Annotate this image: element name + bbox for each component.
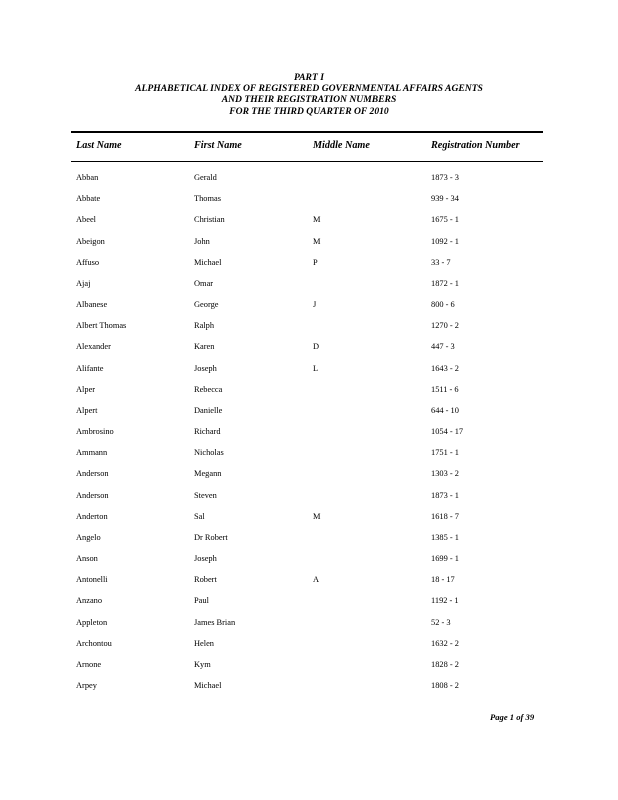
header-top-rule <box>71 131 543 133</box>
cell-first-name: Robert <box>194 575 217 585</box>
cell-last-name: Anderson <box>76 469 109 479</box>
table-row <box>0 341 618 362</box>
table-row <box>0 299 618 320</box>
header-last-name: Last Name <box>76 140 122 151</box>
cell-first-name: Michael <box>194 257 222 267</box>
table-row <box>0 384 618 405</box>
cell-middle-name: M <box>313 511 321 521</box>
table-row <box>0 363 618 384</box>
cell-first-name: Paul <box>194 596 209 606</box>
cell-last-name: Arnone <box>76 659 102 669</box>
cell-registration-number: 52 - 3 <box>431 617 451 627</box>
cell-registration-number: 1618 - 7 <box>431 511 459 521</box>
cell-first-name: Omar <box>194 278 214 288</box>
table-header <box>0 140 618 154</box>
cell-registration-number: 1385 - 1 <box>431 532 459 542</box>
cell-registration-number: 1632 - 2 <box>431 638 459 648</box>
table-row <box>0 257 618 278</box>
cell-first-name: Steven <box>194 490 217 500</box>
table-row <box>0 617 618 638</box>
cell-last-name: Abeigon <box>76 236 105 246</box>
table-body <box>0 172 618 701</box>
header-registration-number: Registration Number <box>431 140 520 151</box>
cell-first-name: Sal <box>194 511 205 521</box>
cell-first-name: Rebecca <box>194 384 223 394</box>
cell-last-name: Anderton <box>76 511 108 521</box>
cell-first-name: Richard <box>194 427 221 437</box>
cell-last-name: Abeel <box>76 215 96 225</box>
cell-last-name: Archontou <box>76 638 112 648</box>
cell-registration-number: 1675 - 1 <box>431 215 459 225</box>
table-row <box>0 172 618 193</box>
cell-first-name: Michael <box>194 681 222 691</box>
cell-registration-number: 1511 - 6 <box>431 384 459 394</box>
table-row <box>0 447 618 468</box>
cell-middle-name: D <box>313 342 320 352</box>
cell-last-name: Anzano <box>76 596 103 606</box>
table-row <box>0 278 618 299</box>
cell-first-name: Megann <box>194 469 222 479</box>
cell-registration-number: 1873 - 1 <box>431 490 459 500</box>
table-row <box>0 490 618 511</box>
cell-registration-number: 1751 - 1 <box>431 448 459 458</box>
cell-registration-number: 1270 - 2 <box>431 321 459 331</box>
table-row <box>0 236 618 257</box>
cell-registration-number: 1303 - 2 <box>431 469 459 479</box>
cell-middle-name: P <box>313 257 318 267</box>
header-middle-name: Middle Name <box>313 140 370 151</box>
cell-first-name: Ralph <box>194 321 215 331</box>
cell-registration-number: 1092 - 1 <box>431 236 459 246</box>
cell-last-name: Ammann <box>76 448 108 458</box>
cell-last-name: Ajaj <box>76 278 91 288</box>
cell-last-name: Arpey <box>76 681 97 691</box>
table-row <box>0 214 618 235</box>
cell-last-name: Ambrosino <box>76 427 114 437</box>
cell-registration-number: 1699 - 1 <box>431 554 459 564</box>
cell-first-name: Karen <box>194 342 215 352</box>
cell-first-name: Danielle <box>194 405 223 415</box>
cell-first-name: Joseph <box>194 363 217 373</box>
cell-last-name: Appleton <box>76 617 108 627</box>
table-row <box>0 193 618 214</box>
cell-registration-number: 644 - 10 <box>431 405 459 415</box>
cell-last-name: Angelo <box>76 532 101 542</box>
cell-registration-number: 1872 - 1 <box>431 278 459 288</box>
cell-first-name: Gerald <box>194 173 217 182</box>
cell-registration-number: 447 - 3 <box>431 342 455 352</box>
cell-middle-name: J <box>313 300 317 310</box>
title-line-quarter: FOR THE THIRD QUARTER OF 2010 <box>229 105 389 117</box>
cell-registration-number: 1054 - 17 <box>431 427 464 437</box>
table-row <box>0 426 618 447</box>
table-row <box>0 405 618 426</box>
cell-last-name: Alexander <box>76 342 111 352</box>
cell-first-name: Dr Robert <box>194 532 228 542</box>
cell-last-name: Albert Thomas <box>76 321 127 331</box>
cell-last-name: Affuso <box>76 257 100 267</box>
cell-last-name: Antonelli <box>76 575 108 585</box>
cell-last-name: Alper <box>76 384 96 394</box>
cell-registration-number: 1643 - 2 <box>431 363 459 373</box>
cell-middle-name: L <box>313 363 319 373</box>
cell-last-name: Anson <box>76 554 98 564</box>
table-row <box>0 553 618 574</box>
header-bottom-rule <box>71 161 543 162</box>
page-number: Page 1 of 39 <box>490 712 535 722</box>
cell-last-name: Albanese <box>76 300 108 310</box>
cell-registration-number: 1873 - 3 <box>431 173 459 182</box>
cell-last-name: Anderson <box>76 490 109 500</box>
table-row <box>0 595 618 616</box>
title-line-registration: AND THEIR REGISTRATION NUMBERS <box>221 94 397 106</box>
cell-first-name: Thomas <box>194 194 221 204</box>
cell-middle-name: M <box>313 215 321 225</box>
cell-registration-number: 18 - 17 <box>431 575 455 585</box>
cell-last-name: Alifante <box>76 363 104 373</box>
title-line-part: PART I <box>294 72 324 83</box>
table-row <box>0 659 618 680</box>
cell-first-name: Joseph <box>194 554 217 564</box>
cell-middle-name: M <box>313 236 321 246</box>
table-row <box>0 680 618 701</box>
document-title <box>0 72 618 117</box>
cell-registration-number: 1808 - 2 <box>431 681 459 691</box>
cell-registration-number: 939 - 34 <box>431 194 459 204</box>
cell-registration-number: 1828 - 2 <box>431 659 459 669</box>
cell-registration-number: 1192 - 1 <box>431 596 459 606</box>
cell-first-name: James Brian <box>194 617 236 627</box>
cell-middle-name: A <box>313 575 320 585</box>
cell-first-name: George <box>194 300 219 310</box>
title-line-index: ALPHABETICAL INDEX OF REGISTERED GOVERNMENTAL AFFAIRS AGENTS <box>135 83 483 95</box>
cell-last-name: Abban <box>76 173 99 182</box>
cell-first-name: Nicholas <box>194 448 224 458</box>
cell-last-name: Abbate <box>76 194 101 204</box>
table-row <box>0 532 618 553</box>
table-row <box>0 574 618 595</box>
table-row <box>0 511 618 532</box>
cell-first-name: John <box>194 236 210 246</box>
table-row <box>0 468 618 489</box>
cell-first-name: Helen <box>194 638 214 648</box>
cell-first-name: Christian <box>194 215 225 225</box>
table-row <box>0 638 618 659</box>
header-first-name: First Name <box>194 140 242 151</box>
cell-first-name: Kym <box>194 659 211 669</box>
cell-registration-number: 33 - 7 <box>431 257 451 267</box>
cell-last-name: Alpert <box>76 405 98 415</box>
cell-registration-number: 800 - 6 <box>431 300 455 310</box>
table-row <box>0 320 618 341</box>
